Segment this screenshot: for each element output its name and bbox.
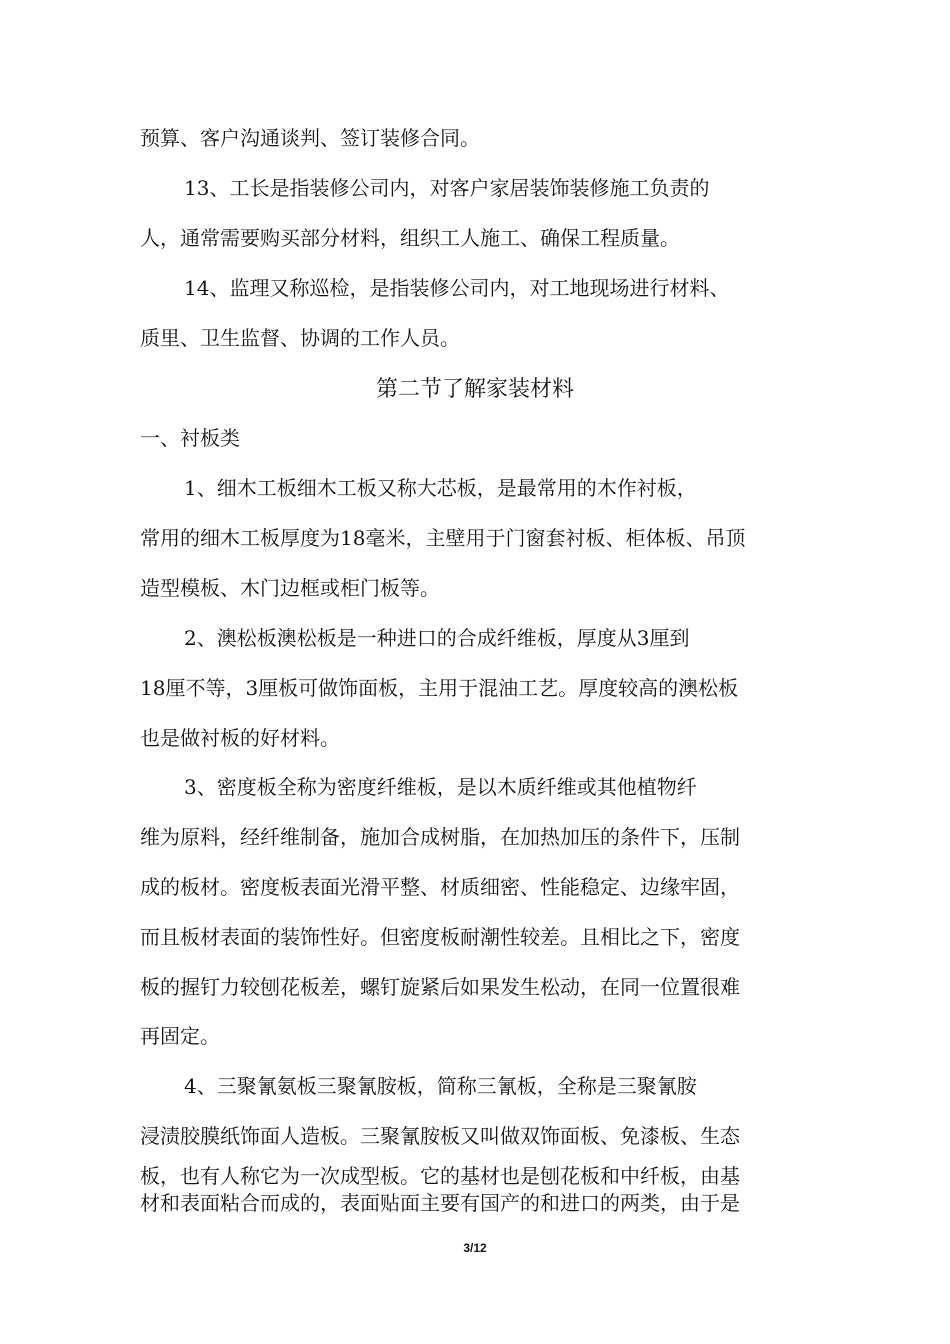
text-line: 人，通常需要购买部分材料，组织工人施工、确保工程质量。 [140,226,680,250]
text-line: 板的握钉力较刨花板差，螺钉旋紧后如果发生松动，在同一位置很难 [140,975,740,999]
text-line: 也是做衬板的好材料。 [140,726,340,750]
section-title: 第二节了解家装材料 [375,377,574,402]
text-line: 成的板材。密度板表面光滑平整、材质细密、性能稳定、边缘牢固， [140,875,740,899]
text-line: 而且板材表面的装饰性好。但密度板耐潮性较差。且相比之下，密度 [140,925,740,949]
text-line: 4、三聚氰氨板三聚氰胺板，简称三氰板，全称是三聚氰胺 [184,1074,697,1098]
text-line: 质里、卫生监督、协调的工作人员。 [140,326,460,350]
text-line: 再固定。 [140,1024,220,1048]
text-line: 维为原料，经纤维制备，施加合成树脂，在加热加压的条件下，压制 [140,825,740,849]
subsection-heading: 一、衬板类 [140,426,240,450]
text-line: 预算、客户沟通谈判、签订装修合同。 [140,126,480,150]
text-line: 18厘不等，3厘板可做饰面板，主用于混油工艺。厚度较高的澳松板 [140,676,739,700]
text-line: 材和表面粘合而成的，表面贴面主要有国产的和进口的两类，由于是 [140,1191,740,1215]
text-line: 造型模板、木门边框或柜门板等。 [140,576,440,600]
text-line: 常用的细木工板厚度为18毫米，主壁用于门窗套衬板、柜体板、吊顶 [140,526,746,550]
page-number: 3/12 [463,1241,487,1255]
text-line: 14、监理又称巡检，是指装修公司内，对工地现场进行材料、 [184,276,730,300]
text-line: 3、密度板全称为密度纤维板，是以木质纤维或其他植物纤 [184,775,697,799]
text-line: 板，也有人称它为一次成型板。它的基材也是刨花板和中纤板，由基 [140,1164,740,1188]
text-line: 浸渍胶膜纸饰面人造板。三聚氰胺板又叫做双饰面板、免漆板、生态 [140,1124,740,1148]
text-line: 2、澳松板澳松板是一种进口的合成纤维板，厚度从3厘到 [184,626,690,650]
text-line: 13、工长是指装修公司内，对客户家居装饰装修施工负责的 [184,176,710,200]
text-line: 1、细木工板细木工板又称大芯板，是最常用的木作衬板， [184,476,697,500]
